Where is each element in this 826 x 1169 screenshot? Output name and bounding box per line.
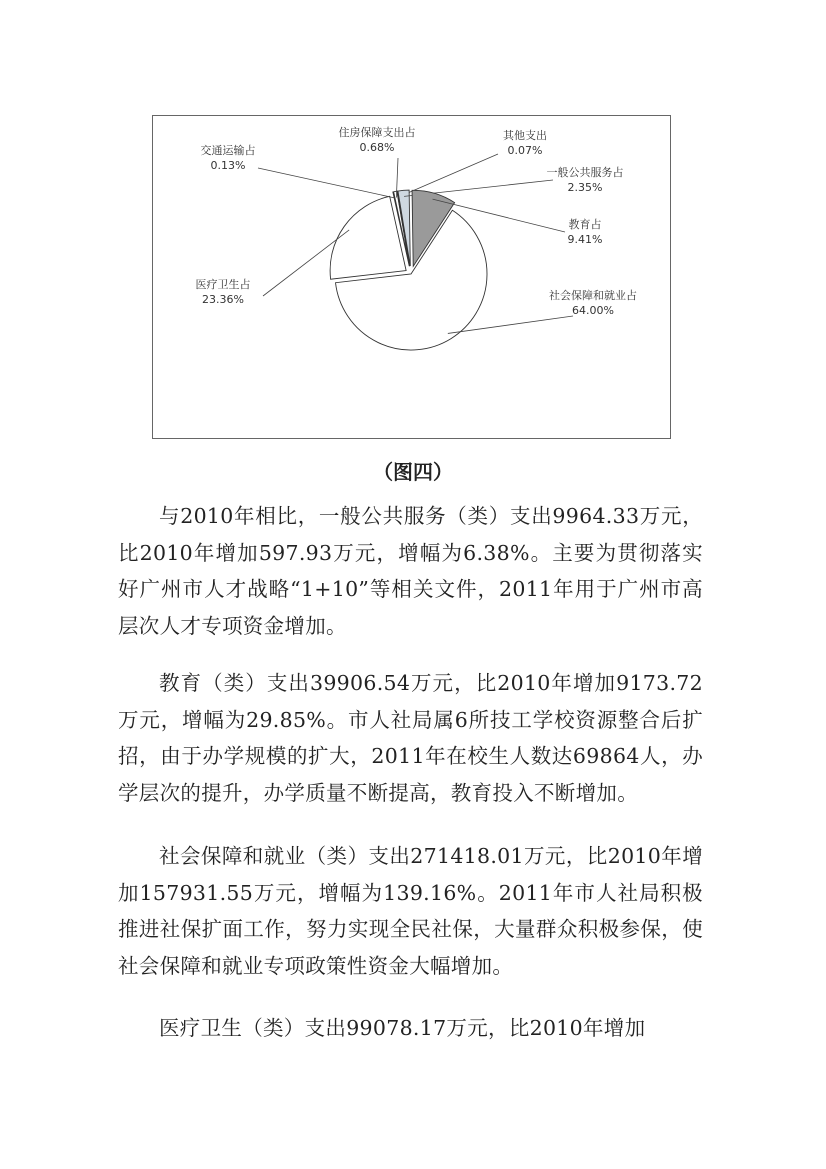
paragraph-social-security: 社会保障和就业（类）支出271418.01万元，比2010年增加157931.55万元，增幅为139.16%。2011年市人社局积极推进社保扩面工作，努力实现全民社保，大量群众积极参保，使社会保障和就业专项政策性资金大幅增加。 bbox=[118, 844, 703, 978]
pie-chart-frame bbox=[152, 115, 671, 439]
slice-percent-social-security: 64.00% bbox=[572, 304, 614, 317]
slice-percent-transport: 0.13% bbox=[210, 159, 246, 172]
paragraph-education: 教育（类）支出39906.54万元，比2010年增加9173.72万元，增幅为29.85%。市人社局属6所技工学校资源整合后扩招，由于办学规模的扩大，2011年在校生人数达69864人，办学层次的提升，办学质量不断提高，教育投入不断增加。 bbox=[118, 671, 703, 805]
paragraph-medical: 医疗卫生（类）支出99078.17万元，比2010年增加 bbox=[159, 1016, 646, 1040]
slice-percent-other: 0.07% bbox=[507, 144, 543, 157]
slice-label-other: 其他支出 bbox=[503, 129, 547, 142]
slice-label-education: 教育占 bbox=[568, 218, 602, 231]
slice-label-medical: 医疗卫生占 bbox=[195, 278, 251, 291]
figure-caption: （图四） bbox=[373, 460, 453, 484]
slice-label-transport: 交通运输占 bbox=[200, 144, 256, 157]
paragraph-general-public-services: 与2010年相比，一般公共服务（类）支出9964.33万元，比2010年增加597.93万元，增幅为6.38%。主要为贯彻落实好广州市人才战略“1+10”等相关文件，2011年用于广州市高层次人才专项资金增加。 bbox=[118, 504, 703, 638]
slice-percent-general-services: 2.35% bbox=[567, 181, 603, 194]
slice-label-housing: 住房保障支出占 bbox=[338, 126, 416, 139]
pie-slice-medical bbox=[330, 196, 406, 279]
slice-label-social-security: 社会保障和就业占 bbox=[549, 289, 637, 302]
slice-percent-education: 9.41% bbox=[567, 233, 603, 246]
slice-label-general-services: 一般公共服务占 bbox=[546, 166, 624, 179]
pie-chart bbox=[153, 116, 672, 440]
leader-line-transport bbox=[258, 168, 394, 198]
slice-percent-housing: 0.68% bbox=[359, 141, 395, 154]
slice-percent-medical: 23.36% bbox=[202, 293, 244, 306]
